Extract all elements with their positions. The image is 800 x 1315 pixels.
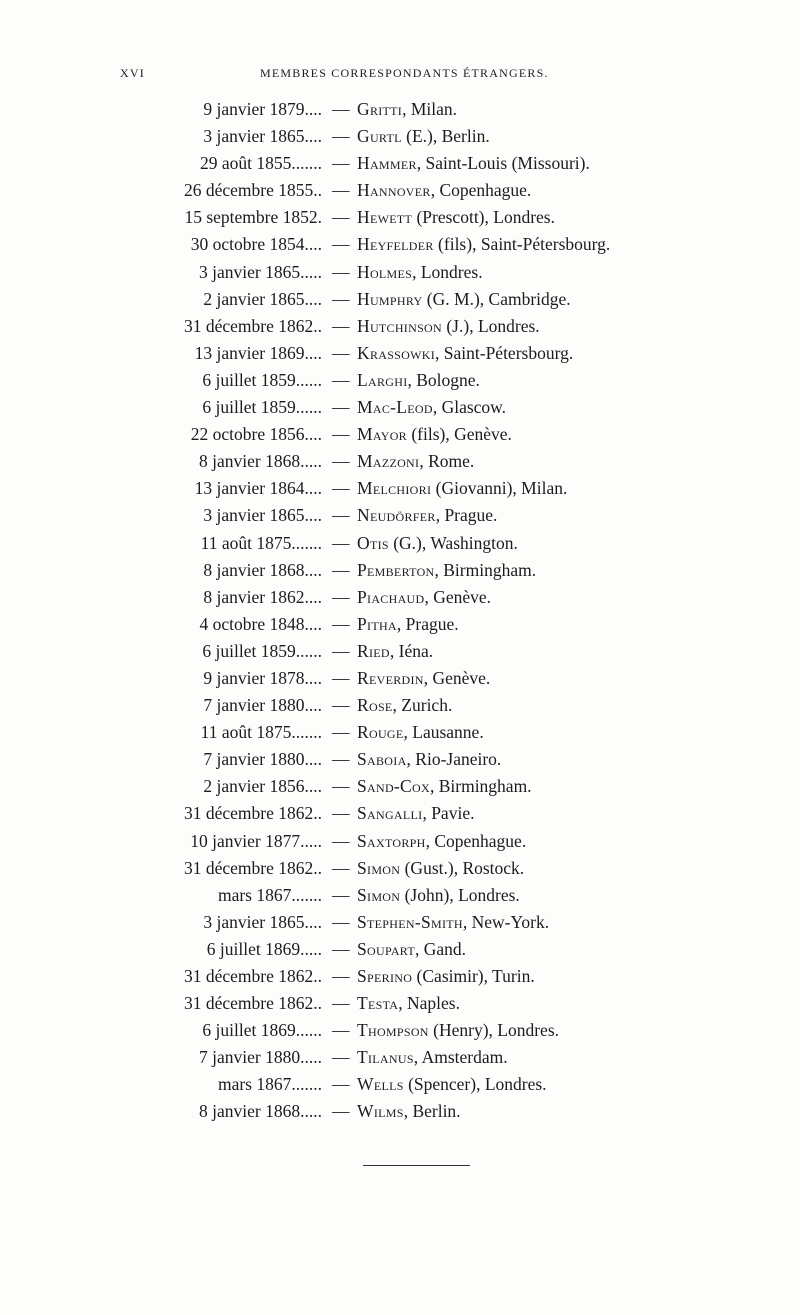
- entry-date: 2 janvier 1856....: [203, 776, 322, 797]
- entry-details: , Berlin.: [403, 1101, 461, 1122]
- entry-details: (fils), Genève.: [406, 424, 512, 445]
- entry-date: 6 juillet 1869.....: [206, 938, 322, 959]
- entry-dash: —: [332, 803, 350, 824]
- list-item: [0, 475, 800, 502]
- list-item: [0, 909, 800, 936]
- entry-surname: Testa: [357, 993, 399, 1014]
- list-item: [0, 611, 800, 638]
- entry-member: [357, 584, 491, 611]
- entry-dash: —: [332, 99, 350, 119]
- entry-details: , Copenhague.: [425, 830, 527, 851]
- entry-member: [357, 367, 480, 394]
- list-item: [0, 557, 800, 584]
- entry-details: (J.), Londres.: [441, 315, 540, 336]
- entry-dash: —: [332, 884, 350, 905]
- entry-date: 11 août 1875.......: [200, 722, 322, 743]
- entry-member: [357, 882, 520, 909]
- entry-surname: Simon: [357, 884, 401, 905]
- entry-dash: —: [332, 1074, 350, 1095]
- entry-surname: Soupart: [357, 938, 416, 959]
- entry-surname: Sand-Cox: [357, 776, 430, 797]
- entry-details: , Milan.: [402, 99, 458, 119]
- page-number: XVI: [120, 66, 145, 80]
- list-item: [0, 746, 800, 773]
- entry-date: 9 janvier 1878....: [203, 667, 322, 688]
- entry-member: [357, 313, 540, 340]
- list-item: [0, 665, 800, 692]
- entry-date: 6 juillet 1859......: [202, 640, 322, 661]
- list-item: [0, 828, 800, 855]
- entry-details: , New-York.: [462, 911, 550, 932]
- entry-date: 15 septembre 1852.: [184, 207, 322, 228]
- entry-surname: Humphry: [357, 288, 423, 309]
- entry-date: 31 décembre 1862..: [183, 857, 322, 878]
- entry-surname: Mazzoni: [357, 451, 420, 472]
- entry-dash: —: [332, 559, 350, 580]
- entry-details: , Saint-Louis (Missouri).: [416, 153, 590, 174]
- entry-details: , Genève.: [424, 586, 492, 607]
- entry-dash: —: [332, 911, 350, 932]
- entry-date: 8 janvier 1868.....: [199, 1101, 322, 1122]
- entry-surname: Thompson: [357, 1020, 429, 1041]
- entry-dash: —: [332, 288, 350, 309]
- entry-surname: Otis: [357, 532, 389, 553]
- entry-date: 26 décembre 1855..: [183, 180, 322, 201]
- entry-surname: Simon: [357, 857, 401, 878]
- entry-date: mars 1867.......: [217, 1074, 322, 1095]
- entry-surname: Larghi: [357, 369, 408, 390]
- entry-member: [357, 990, 460, 1017]
- list-item: [0, 963, 800, 990]
- list-item: [0, 855, 800, 882]
- entry-member: [357, 448, 474, 475]
- entry-details: , Rome.: [419, 451, 475, 472]
- entry-details: (fils), Saint-Pétersbourg.: [433, 234, 611, 255]
- entry-dash: —: [332, 695, 350, 716]
- end-rule: [363, 1165, 470, 1166]
- entry-surname: Hannover: [357, 180, 431, 201]
- entry-member: [357, 1017, 559, 1044]
- entry-date: 31 décembre 1862..: [183, 803, 322, 824]
- entry-details: (G. M.), Cambridge.: [422, 288, 571, 309]
- entry-surname: Saxtorph: [357, 830, 426, 851]
- entry-date: 13 janvier 1864....: [194, 478, 322, 499]
- entry-surname: Gritti: [357, 99, 403, 119]
- entry-dash: —: [332, 966, 350, 986]
- entry-dash: —: [332, 640, 350, 661]
- entry-dash: —: [332, 749, 350, 770]
- list-item: [0, 882, 800, 909]
- entry-details: , Prague.: [396, 613, 459, 634]
- entry-date: 3 janvier 1865....: [203, 126, 322, 147]
- list-item: [0, 96, 800, 123]
- entry-member: [357, 96, 457, 123]
- entry-surname: Rouge: [357, 722, 404, 743]
- entry-member: [357, 259, 483, 286]
- entry-date: 31 décembre 1862..: [183, 966, 322, 986]
- list-item: [0, 286, 800, 313]
- entry-member: [357, 828, 526, 855]
- entry-surname: Pitha: [357, 613, 397, 634]
- entry-dash: —: [332, 126, 350, 147]
- entry-surname: Melchiori: [357, 478, 432, 499]
- list-item: [0, 1071, 800, 1098]
- entry-dash: —: [332, 234, 350, 255]
- entry-surname: Holmes: [357, 261, 413, 282]
- entry-member: [357, 800, 474, 827]
- entry-date: 3 janvier 1865....: [203, 505, 322, 526]
- entry-details: , Birmingham.: [434, 559, 537, 580]
- list-item: [0, 204, 800, 231]
- entry-details: (John), Londres.: [400, 884, 520, 905]
- entry-dash: —: [332, 153, 350, 174]
- list-item: [0, 692, 800, 719]
- list-item: [0, 502, 800, 529]
- entry-dash: —: [332, 613, 350, 634]
- entry-details: (Casimir), Turin.: [412, 966, 535, 986]
- entry-dash: —: [332, 667, 350, 688]
- entry-date: 7 janvier 1880.....: [199, 1047, 322, 1068]
- entry-dash: —: [332, 424, 350, 445]
- entry-dash: —: [332, 207, 350, 228]
- list-item: [0, 719, 800, 746]
- entry-date: 3 janvier 1865.....: [199, 261, 322, 282]
- entry-dash: —: [332, 1047, 350, 1068]
- list-item: [0, 530, 800, 557]
- entry-surname: Hewett: [357, 207, 413, 228]
- entry-surname: Neudörfer: [357, 505, 436, 526]
- entry-member: [357, 692, 452, 719]
- entry-member: [357, 421, 512, 448]
- entry-surname: Sangalli: [357, 803, 423, 824]
- entry-surname: Reverdin: [357, 667, 424, 688]
- entry-details: , Glascow.: [432, 397, 507, 418]
- entry-dash: —: [332, 369, 350, 390]
- entry-date: 10 janvier 1877.....: [190, 830, 322, 851]
- entry-member: [357, 394, 506, 421]
- list-item: [0, 367, 800, 394]
- entry-details: (Henry), Londres.: [428, 1020, 560, 1041]
- entry-details: , Iéna.: [389, 640, 434, 661]
- entry-date: 31 décembre 1862..: [183, 315, 322, 336]
- entry-dash: —: [332, 938, 350, 959]
- entry-surname: Rose: [357, 695, 393, 716]
- list-item: [0, 638, 800, 665]
- entry-member: [357, 231, 610, 258]
- entry-surname: Mac-Leod: [357, 397, 433, 418]
- entry-surname: Mayor: [357, 424, 407, 445]
- entry-date: mars 1867.......: [217, 884, 322, 905]
- entry-date: 7 janvier 1880....: [203, 749, 322, 770]
- entry-details: , Genève.: [423, 667, 491, 688]
- entry-date: 31 décembre 1862..: [183, 993, 322, 1014]
- list-item: [0, 936, 800, 963]
- entry-dash: —: [332, 1020, 350, 1041]
- entry-member: [357, 502, 497, 529]
- list-item: [0, 1044, 800, 1071]
- entry-surname: Wells: [357, 1074, 404, 1095]
- entry-member: [357, 475, 567, 502]
- list-item: [0, 773, 800, 800]
- running-title: MEMBRES CORRESPONDANTS ÉTRANGERS.: [260, 66, 549, 80]
- entry-date: 6 juillet 1859......: [202, 397, 322, 418]
- entry-details: , Londres.: [412, 261, 483, 282]
- entry-dash: —: [332, 505, 350, 526]
- entry-member: [357, 123, 490, 150]
- entry-surname: Piachaud: [357, 586, 425, 607]
- entry-details: (E.), Berlin.: [401, 126, 490, 147]
- entry-date: 8 janvier 1868....: [203, 559, 322, 580]
- list-item: [0, 421, 800, 448]
- entry-surname: Wilms: [357, 1101, 404, 1122]
- entry-member: [357, 286, 571, 313]
- entry-date: 7 janvier 1880....: [203, 695, 322, 716]
- entry-details: (Gust.), Rostock.: [400, 857, 525, 878]
- entry-dash: —: [332, 180, 350, 201]
- entry-dash: —: [332, 397, 350, 418]
- entry-dash: —: [332, 532, 350, 553]
- entry-details: , Zurich.: [392, 695, 453, 716]
- entry-date: 4 octobre 1848....: [199, 613, 322, 634]
- entry-member: [357, 204, 555, 231]
- entry-surname: Krassowki: [357, 342, 436, 363]
- list-item: [0, 340, 800, 367]
- entry-date: 3 janvier 1865....: [203, 911, 322, 932]
- list-item: [0, 394, 800, 421]
- entry-date: 6 juillet 1859......: [202, 369, 322, 390]
- list-item: [0, 448, 800, 475]
- member-list: [0, 96, 800, 1126]
- entry-member: [357, 909, 549, 936]
- entry-dash: —: [332, 857, 350, 878]
- list-item: [0, 313, 800, 340]
- entry-member: [357, 773, 532, 800]
- entry-date: 8 janvier 1862....: [203, 586, 322, 607]
- entry-date: 6 juillet 1869......: [202, 1020, 322, 1041]
- entry-dash: —: [332, 315, 350, 336]
- entry-details: , Copenhague.: [430, 180, 532, 201]
- entry-date: 13 janvier 1869....: [194, 342, 322, 363]
- entry-details: , Rio-Janeiro.: [406, 749, 502, 770]
- entry-member: [357, 665, 490, 692]
- entry-details: , Pavie.: [422, 803, 475, 824]
- entry-details: (Giovanni), Milan.: [431, 478, 568, 499]
- entry-member: [357, 611, 459, 638]
- entry-dash: —: [332, 451, 350, 472]
- entry-member: [357, 530, 518, 557]
- entry-details: , Amsterdam.: [413, 1047, 508, 1068]
- entry-member: [357, 719, 484, 746]
- entry-surname: Sperino: [357, 966, 413, 986]
- list-item: [0, 584, 800, 611]
- entry-dash: —: [332, 261, 350, 282]
- entry-member: [357, 855, 524, 882]
- list-item: [0, 1098, 800, 1125]
- entry-details: , Bologne.: [407, 369, 480, 390]
- entry-surname: Pemberton: [357, 559, 435, 580]
- entry-member: [357, 936, 466, 963]
- entry-date: 9 janvier 1879....: [203, 99, 322, 119]
- entry-surname: Tilanus: [357, 1047, 414, 1068]
- entry-surname: Ried: [357, 640, 390, 661]
- entry-surname: Hutchinson: [357, 315, 442, 336]
- entry-surname: Heyfelder: [357, 234, 434, 255]
- entry-member: [357, 557, 536, 584]
- entry-dash: —: [332, 993, 350, 1014]
- list-item: [0, 150, 800, 177]
- entry-details: , Lausanne.: [403, 722, 484, 743]
- entry-date: 11 août 1875.......: [200, 532, 322, 553]
- entry-surname: Hammer: [357, 153, 417, 174]
- page-header: [120, 66, 680, 84]
- entry-details: , Prague.: [435, 505, 498, 526]
- entry-surname: Saboia: [357, 749, 407, 770]
- entry-surname: Stephen-Smith: [357, 911, 463, 932]
- entry-member: [357, 1044, 508, 1071]
- list-item: [0, 1017, 800, 1044]
- entry-member: [357, 1071, 547, 1098]
- entry-details: (G.), Washington.: [388, 532, 518, 553]
- entry-date: 30 octobre 1854....: [190, 234, 322, 255]
- entry-member: [357, 746, 501, 773]
- entry-member: [357, 963, 535, 990]
- entry-member: [357, 638, 433, 665]
- list-item: [0, 259, 800, 286]
- entry-dash: —: [332, 830, 350, 851]
- entry-details: , Saint-Pétersbourg.: [435, 342, 574, 363]
- entry-details: (Spencer), Londres.: [403, 1074, 547, 1095]
- entry-dash: —: [332, 1101, 350, 1122]
- list-item: [0, 123, 800, 150]
- entry-member: [357, 150, 590, 177]
- entry-date: 2 janvier 1865....: [203, 288, 322, 309]
- entry-date: 29 août 1855.......: [199, 153, 322, 174]
- entry-details: , Naples.: [398, 993, 460, 1014]
- entry-member: [357, 177, 531, 204]
- entry-date: 22 octobre 1856....: [190, 424, 322, 445]
- list-item: [0, 990, 800, 1017]
- list-item: [0, 177, 800, 204]
- entry-dash: —: [332, 776, 350, 797]
- entry-details: , Birmingham.: [429, 776, 532, 797]
- entry-details: , Gand.: [415, 938, 467, 959]
- entry-member: [357, 340, 573, 367]
- entry-surname: Gurtl: [357, 126, 402, 147]
- entry-date: 8 janvier 1868.....: [199, 451, 322, 472]
- entry-member: [357, 1098, 461, 1125]
- entry-dash: —: [332, 478, 350, 499]
- list-item: [0, 231, 800, 258]
- entry-dash: —: [332, 586, 350, 607]
- entry-dash: —: [332, 722, 350, 743]
- entry-dash: —: [332, 342, 350, 363]
- entry-details: (Prescott), Londres.: [412, 207, 555, 228]
- list-item: [0, 800, 800, 827]
